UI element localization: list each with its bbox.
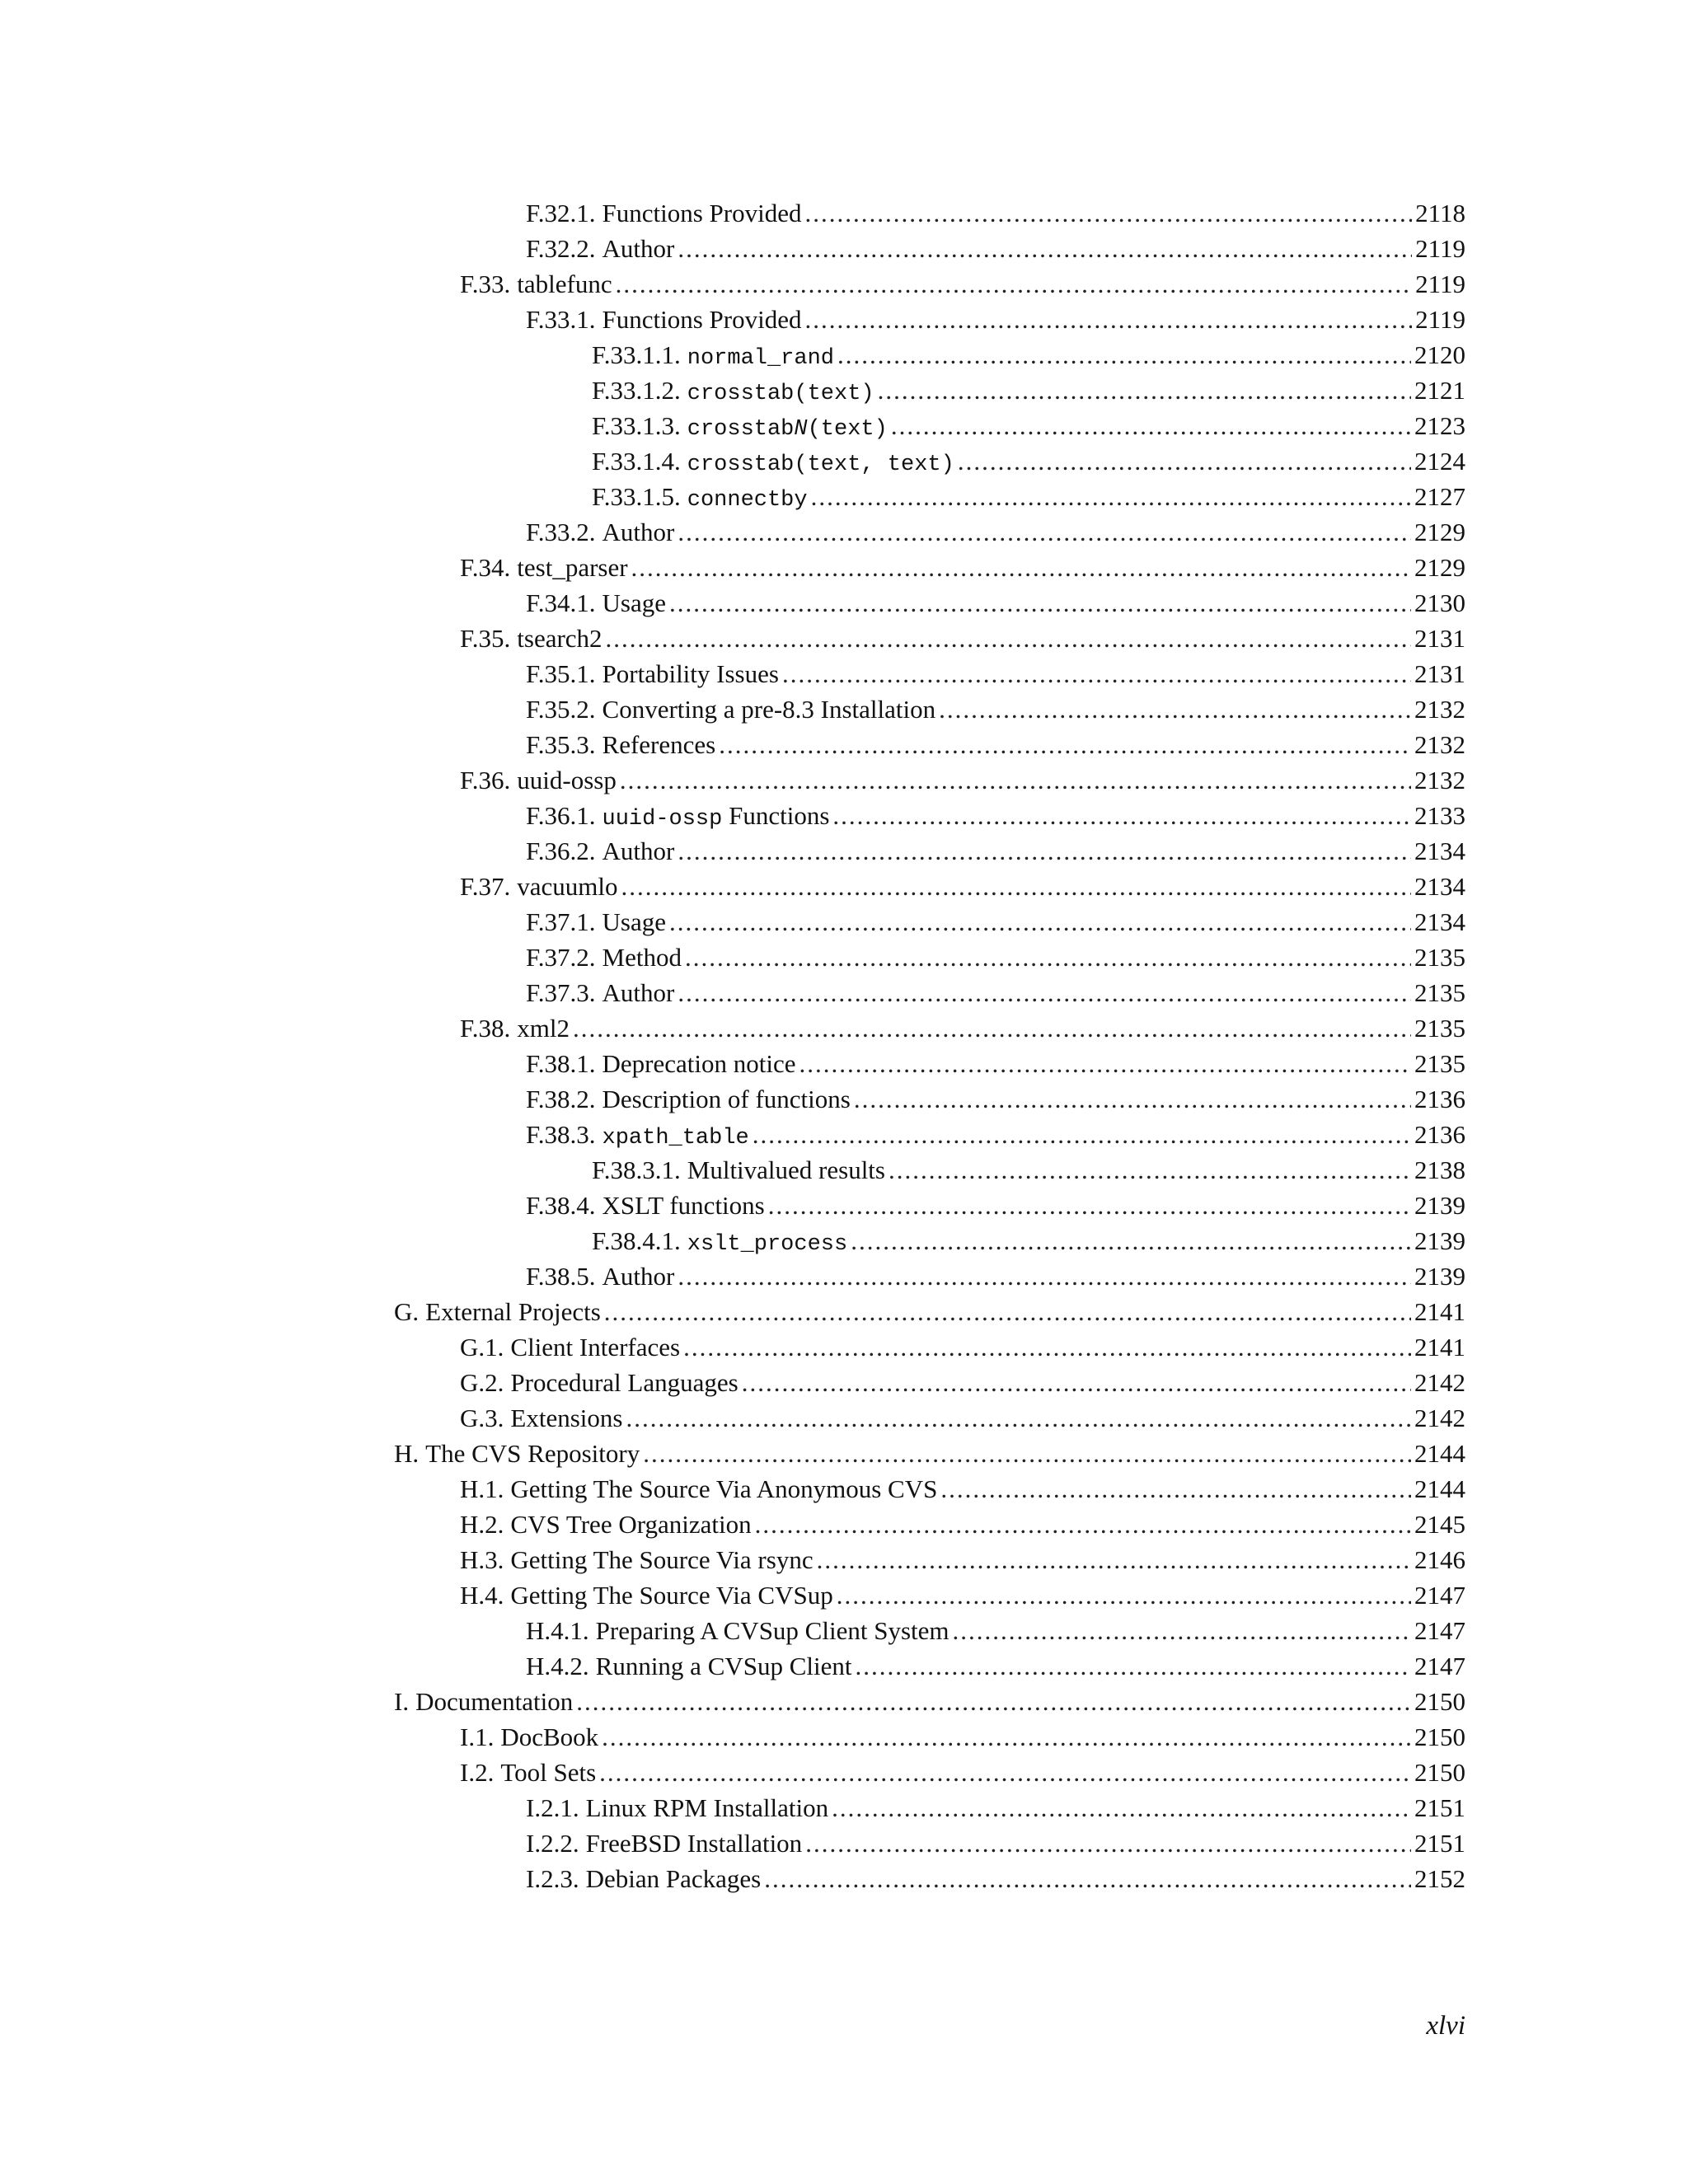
toc-page-number: 2134 bbox=[1414, 872, 1465, 901]
toc-entry-title bbox=[526, 727, 715, 762]
dot-leader bbox=[678, 1258, 1411, 1294]
toc-entry[interactable] bbox=[526, 585, 1465, 621]
dot-leader bbox=[719, 727, 1411, 762]
toc-entry-label: Debian Packages bbox=[585, 1864, 762, 1893]
toc-entry-number: H.1. bbox=[460, 1474, 504, 1503]
toc-entry-label: tsearch2 bbox=[517, 624, 603, 653]
toc-page-number: 2150 bbox=[1414, 1758, 1465, 1787]
toc-entry-number: F.37.2. bbox=[526, 943, 596, 972]
toc-entry-number: H.4. bbox=[460, 1581, 504, 1610]
toc-entry[interactable] bbox=[460, 1400, 1465, 1436]
toc-entry-title bbox=[526, 1081, 851, 1117]
toc-entry-number: G.2. bbox=[460, 1368, 504, 1397]
toc-entry-title bbox=[460, 266, 612, 302]
dot-leader bbox=[889, 1152, 1411, 1188]
toc-entry-title bbox=[526, 1188, 765, 1223]
toc-entry-number: F.36.1. bbox=[526, 801, 596, 830]
dot-leader bbox=[805, 302, 1413, 337]
dot-leader bbox=[669, 904, 1411, 940]
toc-entry-title bbox=[460, 1755, 596, 1790]
toc-entry-title bbox=[526, 514, 674, 550]
dot-leader bbox=[755, 1507, 1411, 1542]
toc-entry[interactable] bbox=[394, 1684, 1465, 1719]
toc-entry-label: Author bbox=[602, 978, 675, 1007]
dot-leader bbox=[805, 195, 1413, 231]
dot-leader bbox=[678, 833, 1411, 869]
dot-leader bbox=[606, 621, 1411, 656]
dot-leader bbox=[782, 656, 1411, 691]
dot-leader bbox=[939, 691, 1411, 727]
toc-entry-label: connectby bbox=[687, 488, 808, 513]
toc-entry-label: xml2 bbox=[517, 1014, 570, 1043]
toc-entry-number: F.33.2. bbox=[526, 518, 596, 546]
toc-page-number: 2135 bbox=[1414, 943, 1465, 972]
toc-entry[interactable] bbox=[460, 1577, 1465, 1613]
toc-entry-title bbox=[460, 1329, 680, 1365]
toc-entry-number: F.38.4.1. bbox=[592, 1226, 681, 1255]
toc-entry[interactable] bbox=[526, 975, 1465, 1010]
toc-entry-title bbox=[460, 1471, 937, 1507]
toc-entry-label: Getting The Source Via Anonymous CVS bbox=[510, 1474, 938, 1503]
toc-entry-number: F.33.1.1. bbox=[592, 340, 681, 369]
toc-page-number: 2119 bbox=[1415, 269, 1465, 298]
toc-entry-title bbox=[526, 302, 802, 337]
toc-page-number: 2129 bbox=[1414, 518, 1465, 546]
toc-entry-label: Method bbox=[602, 943, 682, 972]
toc-entry[interactable] bbox=[460, 1365, 1465, 1400]
toc-entry-title bbox=[526, 1790, 828, 1825]
toc-entry-label: crosstabN(text) bbox=[687, 417, 888, 442]
toc-entry-number: F.35.1. bbox=[526, 659, 596, 688]
dot-leader bbox=[753, 1117, 1411, 1152]
toc-entry-title bbox=[526, 585, 666, 621]
toc-entry-label: Preparing A CVSup Client System bbox=[595, 1616, 950, 1645]
toc-page-number: 2132 bbox=[1414, 730, 1465, 759]
toc-entry-title bbox=[460, 621, 603, 656]
toc-entry-label: Functions Provided bbox=[602, 305, 802, 334]
dot-leader bbox=[576, 1684, 1411, 1719]
dot-leader bbox=[683, 1329, 1411, 1365]
toc-entry-number: H.3. bbox=[460, 1545, 504, 1574]
toc-entry-title bbox=[592, 443, 954, 483]
toc-page-number: 2144 bbox=[1414, 1439, 1465, 1468]
dot-leader bbox=[832, 1790, 1411, 1825]
toc-entry-label: Multivalued results bbox=[687, 1155, 885, 1184]
toc-entry-title bbox=[394, 1294, 601, 1329]
toc-entry-title bbox=[592, 1152, 885, 1188]
toc-entry[interactable] bbox=[460, 762, 1465, 798]
dot-leader bbox=[616, 266, 1413, 302]
toc-entry-number: I.2.2. bbox=[526, 1829, 579, 1858]
toc-entry-title bbox=[460, 1400, 622, 1436]
dot-leader bbox=[626, 1400, 1411, 1436]
toc-entry-label: Author bbox=[602, 837, 675, 865]
toc-entry[interactable] bbox=[460, 1010, 1465, 1046]
dot-leader bbox=[599, 1755, 1411, 1790]
toc-entry[interactable] bbox=[592, 337, 1465, 373]
toc-page-number: 2120 bbox=[1414, 340, 1465, 369]
dot-leader bbox=[958, 443, 1411, 479]
toc-entry-number: F.33.1.3. bbox=[592, 411, 681, 440]
toc-page-number: 2139 bbox=[1414, 1226, 1465, 1255]
toc-entry-title bbox=[526, 231, 674, 266]
toc-page-number: 2119 bbox=[1415, 305, 1465, 334]
toc-page-number: 2146 bbox=[1414, 1545, 1465, 1574]
toc-entry-number: F.38.1. bbox=[526, 1049, 596, 1078]
toc-page-number: 2124 bbox=[1414, 447, 1465, 476]
toc-entry-label: Author bbox=[602, 518, 675, 546]
toc-entry-number: F.38.5. bbox=[526, 1262, 596, 1291]
toc-entry-label: Running a CVSup Client bbox=[595, 1652, 852, 1680]
toc-entry-label: uuid-ossp bbox=[517, 766, 617, 794]
toc-entry[interactable] bbox=[526, 656, 1465, 691]
toc-entry[interactable] bbox=[526, 1825, 1465, 1861]
toc-entry[interactable] bbox=[526, 691, 1465, 727]
toc-entry-number: F.36. bbox=[460, 766, 511, 794]
dot-leader bbox=[678, 514, 1411, 550]
toc-entry-label: Author bbox=[602, 234, 675, 263]
toc-entry[interactable] bbox=[526, 1790, 1465, 1825]
toc-page-number: 2118 bbox=[1415, 199, 1465, 227]
dot-leader bbox=[620, 762, 1411, 798]
toc-entry-title bbox=[526, 691, 935, 727]
toc-page-number: 2136 bbox=[1414, 1120, 1465, 1149]
toc-entry[interactable] bbox=[526, 1081, 1465, 1117]
toc-entry-number: F.35.2. bbox=[526, 695, 596, 724]
toc-entry-label: Documentation bbox=[415, 1687, 574, 1716]
toc-entry-number: F.38.3. bbox=[526, 1120, 596, 1149]
toc-entry[interactable] bbox=[394, 1436, 1465, 1471]
toc-entry[interactable] bbox=[526, 1188, 1465, 1223]
toc-entry-number: F.38.2. bbox=[526, 1085, 596, 1113]
toc-entry-label: crosstab(text, text) bbox=[687, 452, 954, 477]
toc-entry-label: vacuumlo bbox=[517, 872, 618, 901]
toc-entry-number: F.38.3.1. bbox=[592, 1155, 681, 1184]
toc-page-number: 2135 bbox=[1414, 978, 1465, 1007]
toc-entry-label: CVS Tree Organization bbox=[510, 1510, 752, 1539]
dot-leader bbox=[764, 1861, 1411, 1896]
toc-page-number: 2132 bbox=[1414, 766, 1465, 794]
toc-entry-title bbox=[460, 1542, 814, 1577]
toc-page-number: 2151 bbox=[1414, 1829, 1465, 1858]
toc-entry-title bbox=[394, 1436, 640, 1471]
toc-entry-label: The CVS Repository bbox=[425, 1439, 640, 1468]
toc-entry-label: FreeBSD Installation bbox=[585, 1829, 803, 1858]
toc-entry-number: F.35. bbox=[460, 624, 511, 653]
toc-page-number: 2131 bbox=[1414, 659, 1465, 688]
dot-leader bbox=[742, 1365, 1411, 1400]
dot-leader bbox=[953, 1613, 1412, 1648]
toc-entry-title bbox=[526, 1046, 795, 1081]
toc-entry-label: Getting The Source Via rsync bbox=[510, 1545, 814, 1574]
toc-entry-label: Extensions bbox=[510, 1404, 623, 1432]
dot-leader bbox=[837, 337, 1411, 373]
toc-page-number: 2127 bbox=[1414, 482, 1465, 511]
toc-entry-title bbox=[460, 869, 618, 904]
toc-entry[interactable] bbox=[460, 1542, 1465, 1577]
toc-entry-number: I. bbox=[394, 1687, 410, 1716]
toc-entry[interactable] bbox=[526, 1613, 1465, 1648]
toc-entry-label: Usage bbox=[602, 907, 666, 936]
toc-page-number: 2138 bbox=[1414, 1155, 1465, 1184]
toc-entry-label: Converting a pre-8.3 Installation bbox=[602, 695, 936, 724]
toc-entry[interactable] bbox=[526, 1861, 1465, 1896]
dot-leader bbox=[621, 869, 1411, 904]
dot-leader bbox=[768, 1188, 1411, 1223]
toc-entry-title bbox=[592, 337, 834, 377]
dot-leader bbox=[805, 1825, 1411, 1861]
toc-entry-title bbox=[526, 656, 779, 691]
toc-entry-title bbox=[526, 1861, 761, 1896]
toc-entry-number: I.2. bbox=[460, 1758, 495, 1787]
toc-page-number: 2135 bbox=[1414, 1049, 1465, 1078]
toc-entry-label: xpath_table bbox=[602, 1126, 749, 1151]
toc-entry[interactable] bbox=[592, 373, 1465, 408]
toc-entry[interactable] bbox=[526, 798, 1465, 833]
toc-entry-number: F.33. bbox=[460, 269, 511, 298]
dot-leader bbox=[573, 1010, 1411, 1046]
toc-page-number: 2132 bbox=[1414, 695, 1465, 724]
toc-entry-number: G. bbox=[394, 1297, 420, 1326]
toc-page-number: 2133 bbox=[1414, 801, 1465, 830]
toc-entry[interactable] bbox=[592, 479, 1465, 514]
toc-entry[interactable] bbox=[460, 1755, 1465, 1790]
toc-entry[interactable] bbox=[526, 514, 1465, 550]
toc-entry-number: F.32.1. bbox=[526, 199, 596, 227]
toc-page-number: 2139 bbox=[1414, 1262, 1465, 1291]
dot-leader bbox=[643, 1436, 1411, 1471]
toc-page-number: 2134 bbox=[1414, 837, 1465, 865]
toc-entry-title bbox=[460, 550, 628, 585]
toc-entry-title bbox=[460, 1577, 833, 1613]
toc-entry[interactable] bbox=[394, 1294, 1465, 1329]
toc-entry-label: Linux RPM Installation bbox=[585, 1793, 829, 1822]
toc-entry-number: I.1. bbox=[460, 1722, 495, 1751]
toc-entry[interactable] bbox=[526, 195, 1465, 231]
dot-leader bbox=[851, 1223, 1411, 1258]
toc-entry-title bbox=[526, 798, 829, 837]
toc-entry-label: xslt_process bbox=[687, 1232, 848, 1257]
toc-entry-label: normal_rand bbox=[687, 346, 834, 371]
toc-entry-number: I.2.1. bbox=[526, 1793, 579, 1822]
toc-entry-title bbox=[526, 1648, 852, 1684]
toc-entry[interactable] bbox=[460, 621, 1465, 656]
toc-entry-title bbox=[526, 1258, 674, 1294]
toc-page-number: 2129 bbox=[1414, 553, 1465, 582]
toc-entry-title bbox=[460, 1719, 598, 1755]
toc-entry-title bbox=[526, 833, 674, 869]
dot-leader bbox=[669, 585, 1411, 621]
toc-page-number: 2121 bbox=[1414, 376, 1465, 405]
toc-page-number: 2123 bbox=[1414, 411, 1465, 440]
toc-entry-number: F.34.1. bbox=[526, 588, 596, 617]
toc-entry-title bbox=[460, 1365, 738, 1400]
toc-entry-number: F.33.1.2. bbox=[592, 376, 681, 405]
toc-entry-title bbox=[526, 1117, 749, 1156]
page-folio: xlvi bbox=[1426, 2011, 1465, 2041]
toc-entry-title bbox=[592, 373, 874, 412]
toc-entry-label: crosstab(text) bbox=[687, 382, 874, 406]
dot-leader bbox=[604, 1294, 1411, 1329]
dot-leader bbox=[854, 1081, 1411, 1117]
toc-entry-number: F.37.1. bbox=[526, 907, 596, 936]
toc-page-number: 2147 bbox=[1414, 1652, 1465, 1680]
toc-entry-title bbox=[460, 1507, 752, 1542]
toc-entry-label: Usage bbox=[602, 588, 666, 617]
toc-entry-title bbox=[592, 1223, 847, 1263]
toc-entry-suffix: Functions bbox=[722, 801, 830, 830]
toc-entry[interactable] bbox=[460, 1507, 1465, 1542]
toc-page-number: 2130 bbox=[1414, 588, 1465, 617]
toc-entry-label: Client Interfaces bbox=[510, 1333, 681, 1361]
dot-leader bbox=[940, 1471, 1411, 1507]
dot-leader bbox=[678, 231, 1412, 266]
toc-entry-label: XSLT functions bbox=[602, 1191, 765, 1220]
toc-page-number: 2135 bbox=[1414, 1014, 1465, 1043]
dot-leader bbox=[878, 373, 1411, 408]
toc-entry-number: H. bbox=[394, 1439, 420, 1468]
toc-page-number: 2145 bbox=[1414, 1510, 1465, 1539]
toc-entry-title bbox=[526, 195, 802, 231]
toc-entry-title bbox=[394, 1684, 573, 1719]
dot-leader bbox=[817, 1542, 1411, 1577]
toc-entry[interactable] bbox=[526, 231, 1465, 266]
toc-page-number: 2150 bbox=[1414, 1722, 1465, 1751]
toc-entry[interactable] bbox=[460, 1719, 1465, 1755]
toc-entry-title bbox=[526, 940, 682, 975]
toc-entry[interactable] bbox=[460, 1471, 1465, 1507]
toc-entry[interactable] bbox=[592, 443, 1465, 479]
toc-entry[interactable] bbox=[526, 727, 1465, 762]
toc-entry-label: Tool Sets bbox=[500, 1758, 597, 1787]
toc-entry[interactable] bbox=[526, 1648, 1465, 1684]
toc-page-number: 2150 bbox=[1414, 1687, 1465, 1716]
toc-entry[interactable] bbox=[526, 1258, 1465, 1294]
dot-leader bbox=[799, 1046, 1411, 1081]
toc-page-number: 2131 bbox=[1414, 624, 1465, 653]
toc-page-number: 2142 bbox=[1414, 1404, 1465, 1432]
toc-entry-label: Description of functions bbox=[602, 1085, 851, 1113]
toc-entry[interactable] bbox=[460, 550, 1465, 585]
toc-page-number: 2141 bbox=[1414, 1333, 1465, 1361]
dot-leader bbox=[602, 1719, 1411, 1755]
toc-entry-number: H.4.1. bbox=[526, 1616, 589, 1645]
toc-entry[interactable] bbox=[592, 1223, 1465, 1258]
toc-entry-number: H.2. bbox=[460, 1510, 504, 1539]
toc-entry-label: uuid-ossp bbox=[602, 807, 723, 832]
toc-entry[interactable] bbox=[526, 1046, 1465, 1081]
toc-entry[interactable] bbox=[460, 869, 1465, 904]
toc-page-number: 2147 bbox=[1414, 1581, 1465, 1610]
toc-page-number: 2134 bbox=[1414, 907, 1465, 936]
toc-entry-label: test_parser bbox=[517, 553, 628, 582]
toc-entry-number: F.36.2. bbox=[526, 837, 596, 865]
dot-leader bbox=[837, 1577, 1411, 1613]
toc-entry-number: F.34. bbox=[460, 553, 511, 582]
dot-leader bbox=[891, 408, 1411, 443]
toc-entry-number: G.1. bbox=[460, 1333, 504, 1361]
toc-page-number: 2136 bbox=[1414, 1085, 1465, 1113]
toc-entry-title bbox=[526, 975, 674, 1010]
toc-entry-number: F.32.2. bbox=[526, 234, 596, 263]
toc-entry[interactable] bbox=[526, 833, 1465, 869]
toc-page-number: 2141 bbox=[1414, 1297, 1465, 1326]
toc-entry-title bbox=[460, 762, 617, 798]
toc-entry-number: F.37. bbox=[460, 872, 511, 901]
toc-entry-number: F.37.3. bbox=[526, 978, 596, 1007]
toc-entry-number: H.4.2. bbox=[526, 1652, 589, 1680]
toc-entry-number: F.33.1. bbox=[526, 305, 596, 334]
toc-entry-label: References bbox=[602, 730, 716, 759]
toc-entry[interactable] bbox=[460, 1329, 1465, 1365]
toc-entry-title bbox=[592, 408, 888, 448]
toc-entry-label: Author bbox=[602, 1262, 675, 1291]
dot-leader bbox=[811, 479, 1411, 514]
toc-page-number: 2142 bbox=[1414, 1368, 1465, 1397]
dot-leader bbox=[832, 798, 1411, 833]
toc-entry-label: tablefunc bbox=[517, 269, 612, 298]
toc-page-number: 2119 bbox=[1415, 234, 1465, 263]
toc-entry-title bbox=[460, 1010, 570, 1046]
toc-entry-number: F.33.1.4. bbox=[592, 447, 681, 476]
toc-entry-number: I.2.3. bbox=[526, 1864, 579, 1893]
toc-entry-title bbox=[592, 479, 808, 518]
toc-entry-title bbox=[526, 1825, 802, 1861]
toc-entry-number: F.35.3. bbox=[526, 730, 596, 759]
toc-entry-label: Getting The Source Via CVSup bbox=[510, 1581, 833, 1610]
toc-entry-number: G.3. bbox=[460, 1404, 504, 1432]
dot-leader bbox=[631, 550, 1411, 585]
toc-page-number: 2152 bbox=[1414, 1864, 1465, 1893]
toc-page-number: 2147 bbox=[1414, 1616, 1465, 1645]
toc-entry-label: External Projects bbox=[425, 1297, 601, 1326]
toc-entry-label: Procedural Languages bbox=[510, 1368, 738, 1397]
toc-entry-title bbox=[526, 904, 666, 940]
toc-entry-number: F.33.1.5. bbox=[592, 482, 681, 511]
toc-page-number: 2144 bbox=[1414, 1474, 1465, 1503]
toc-entry[interactable] bbox=[592, 408, 1465, 443]
toc-entry-label: Functions Provided bbox=[602, 199, 802, 227]
toc-page-number: 2151 bbox=[1414, 1793, 1465, 1822]
toc-entry-label: Deprecation notice bbox=[602, 1049, 796, 1078]
toc-page-number: 2139 bbox=[1414, 1191, 1465, 1220]
toc-entry[interactable] bbox=[526, 940, 1465, 975]
dot-leader bbox=[856, 1648, 1411, 1684]
toc-entry-number: F.38. bbox=[460, 1014, 511, 1043]
toc-entry-title bbox=[526, 1613, 950, 1648]
toc-entry-label: DocBook bbox=[500, 1722, 599, 1751]
toc-entry[interactable] bbox=[526, 904, 1465, 940]
dot-leader bbox=[678, 975, 1411, 1010]
toc-entry[interactable] bbox=[460, 266, 1465, 302]
toc-entry[interactable] bbox=[526, 1117, 1465, 1152]
toc-entry[interactable] bbox=[526, 302, 1465, 337]
toc-entry-label: Portability Issues bbox=[602, 659, 779, 688]
toc-entry-number: F.38.4. bbox=[526, 1191, 596, 1220]
toc-entry[interactable] bbox=[592, 1152, 1465, 1188]
dot-leader bbox=[685, 940, 1411, 975]
